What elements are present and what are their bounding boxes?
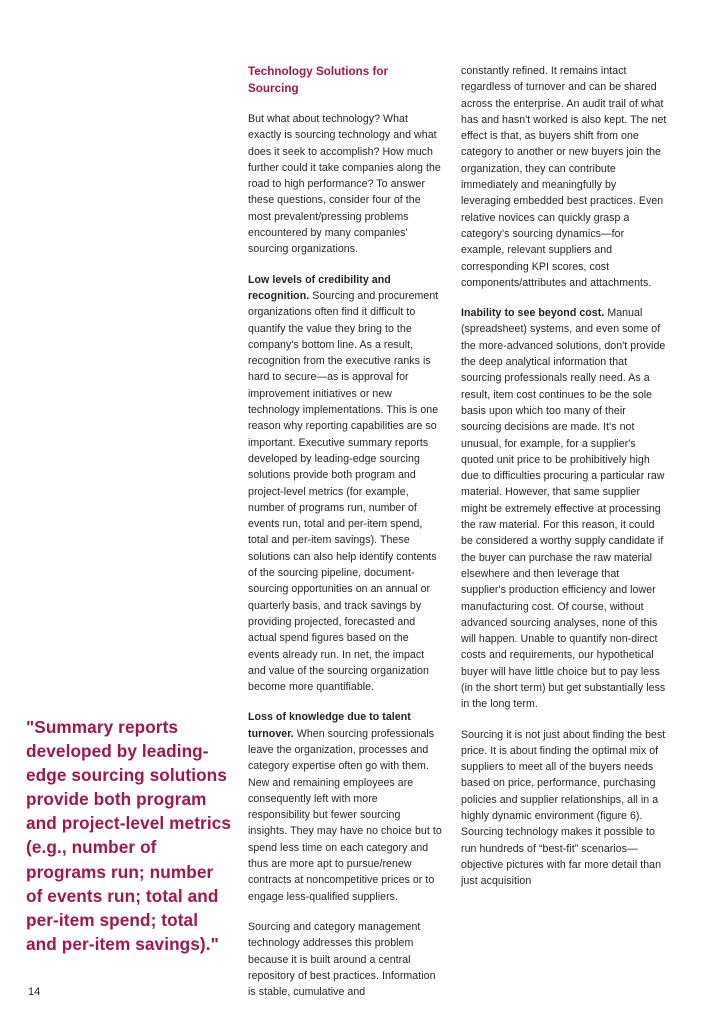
section-heading: Technology Solutions for Sourcing bbox=[248, 65, 389, 95]
credibility-body: Sourcing and procurement organizations often find it difficult to quantify the value they bring to the company's bottom line. As a result, recognition from the executive ranks is hard to secure—as is approval for improvement initiatives or new technology implementations. This is one reason why reporting capabilities are so important. Executive summary reports developed by leading-edge sourcing solutions provide both program and project-level metrics (for example, number of programs run, number of events run, total and per-item spend, total and per-item savings). These solutions can also help identify contents of the sourcing pipeline, document-sourcing opportunities on an annual or quarterly basis, and track savings by providing projected, forecasted and actual spend figures based on the events already run. In net, the impact and value of the sourcing organization become more quantifiable. bbox=[248, 289, 439, 694]
credibility-paragraph bbox=[248, 272, 442, 696]
knowledge-body: When sourcing professionals leave the organization, processes and category expertise often go with them. New and remaining employees are consequently left with more responsibility but fewer sourcing insights. They may have no choice but to spend less time on each category and thus are more apt to pursue/renew contracts at noncompetitive prices or to engage less-qualified suppliers. bbox=[248, 727, 442, 903]
price-paragraph: Sourcing it is not just about finding the best price. It is about finding the optimal mix of suppliers to meet all of the buyers needs based on price, performance, purchasing policies and supplier relationships, all in a highly dynamic environment (figure 6). Sourcing technology makes it possible to run hundreds of “best-fit” scenarios—objective pictures with far more detail than just acquisition bbox=[461, 728, 666, 888]
cost-body: Manual (spreadsheet) systems, and even some of the more-advanced solutions, don't provide the deep analytical information that sourcing professionals really need. As a result, item cost continues to be the sole basis upon which too many of their sourcing decisions are made. It's not unusual, for example, for a supplier's quoted unit price to be prohibitively high due to difficulties procuring a particular raw material. However, that same supplier might be extremely effective at processing the raw material. For this reason, it could be considered a worthy supply candidate if the buyer can purchase the raw material elsewhere and then leverage that supplier's production efficiency and lower manufacturing cost. Of course, without advanced sourcing analyses, none of this will happen. Unable to quantify non-direct costs and requirements, our hypothetical buyer will have little choice but to pay less (in the short term) but get substantially less in the long term. bbox=[461, 307, 666, 711]
article-column-right bbox=[461, 63, 667, 904]
page-number: 14 bbox=[28, 986, 41, 998]
cost-lead: Inability to see beyond cost. bbox=[461, 307, 605, 320]
article-column-middle bbox=[248, 63, 442, 1014]
cost-paragraph bbox=[461, 305, 667, 712]
knowledge-lead: Loss of knowledge due to talent turnover. bbox=[248, 711, 411, 740]
intro-paragraph: But what about technology? What exactly is sourcing technology and what does it seek to accomplish? How much further could it take companies along the road to high performance? To answer these questions, consider four of the most prevalent/pressing problems encountered by many companies' sourcing organizations. bbox=[248, 113, 441, 256]
credibility-lead: Low levels of credibility and recognition. bbox=[248, 273, 391, 302]
pull-quote: "Summary reports developed by leading-edge sourcing solutions provide both program and project-level metrics (e.g., number of programs run; number of events run; total and per-item spend; total and per-item savings)." bbox=[26, 717, 232, 954]
continued-paragraph: constantly refined. It remains intact regardless of turnover and can be shared across the enterprise. An audit trail of what has and hasn't worked is also kept. The net effect is that, as buyers shift from one category to another or new buyers join the organization, they can contribute immediately and meaningfully by leveraging embedded best practices. Even relative novices can quickly grasp a category's sourcing dynamics—for example, relevant suppliers and corresponding KPI scores, cost components/attributes and attachments. bbox=[461, 65, 667, 289]
management-paragraph: Sourcing and category management technology addresses this problem because it is built around a central repository of best practices. Information is stable, cumulative and bbox=[248, 920, 436, 999]
knowledge-paragraph bbox=[248, 709, 442, 905]
